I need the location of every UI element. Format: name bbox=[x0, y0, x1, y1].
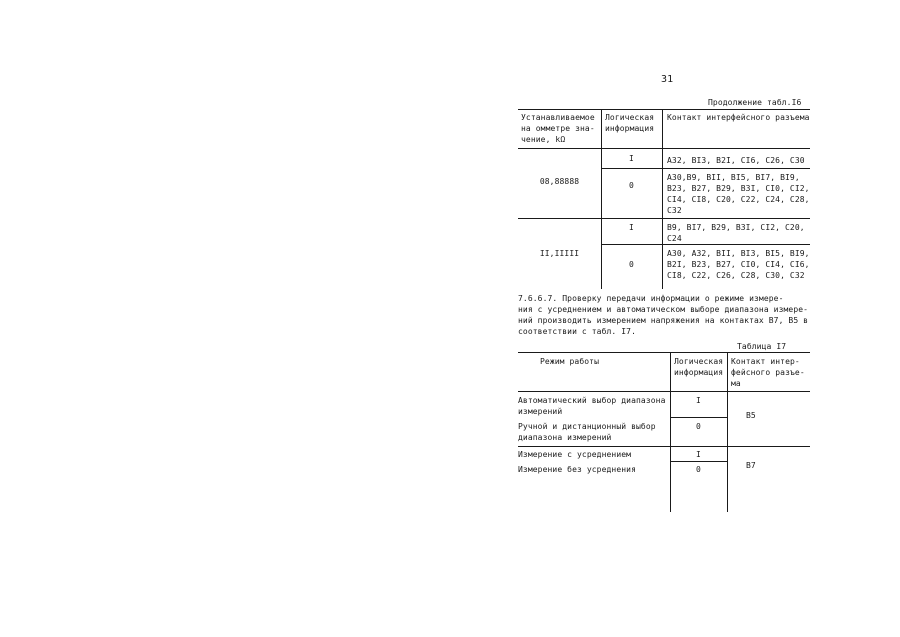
table17-mode-cell: Автоматический выбор диапазона измерений bbox=[518, 396, 666, 416]
table16-value-cell: II,IIIII bbox=[539, 249, 580, 258]
table17-group-rule bbox=[518, 446, 810, 447]
table17-contact-cell: В5 bbox=[746, 411, 756, 420]
table17-row-rule bbox=[670, 417, 728, 418]
table16-contacts-cell: А32, ВI3, В2I, СI6, С26, С30 bbox=[667, 156, 805, 165]
table17-logic-cell: I bbox=[696, 396, 701, 405]
table16-logic-cell: I bbox=[629, 154, 634, 163]
table16-row-rule bbox=[601, 168, 810, 169]
table16-col-rule bbox=[662, 109, 663, 289]
table16-continuation-label: Продолжение табл.I6 bbox=[708, 98, 802, 107]
table16-header-logic: Логическая информация bbox=[605, 113, 655, 133]
table16-value-cell: 08,88888 bbox=[539, 177, 580, 186]
table16-header-rule bbox=[518, 148, 810, 149]
table17-header-logic: Логическая информация bbox=[674, 357, 724, 377]
table17-header-rule bbox=[518, 391, 810, 392]
table17-mode-cell: Ручной и дистанционный выбор диапазона измерений bbox=[518, 422, 656, 442]
table16-contacts-cell: А30,В9, ВII, ВI5, ВI7, ВI9, В23, В27, В29, В3I, СI0, СI2, СI4, СI8, С20, С22, С24, С28, С32 bbox=[667, 173, 810, 215]
table17-mode-cell: Измерение без усреднения bbox=[518, 465, 636, 474]
table17-logic-cell: 0 bbox=[696, 422, 701, 431]
table16-row-rule bbox=[601, 244, 810, 245]
table16-header-value: Устанавливаемое на омметре зна- чение, kΩ bbox=[521, 113, 595, 144]
table17-logic-cell: 0 bbox=[696, 465, 701, 474]
table17-row-rule bbox=[670, 461, 728, 462]
table16-logic-cell: 0 bbox=[629, 260, 634, 269]
table16-logic-cell: I bbox=[629, 223, 634, 232]
table17-logic-cell: I bbox=[696, 450, 701, 459]
table17-col-rule bbox=[727, 352, 728, 512]
table17-contact-cell: В7 bbox=[746, 461, 756, 470]
table16-group-rule bbox=[518, 218, 810, 219]
table16-header-contact: Контакт интерфейсного разъема bbox=[667, 113, 810, 122]
table17-mode-cell: Измерение с усреднением bbox=[518, 450, 632, 459]
table17-header-contact: Контакт интер- фейсного разъе- ма bbox=[731, 357, 805, 388]
table16-top-rule bbox=[518, 109, 810, 110]
table17-col-rule bbox=[670, 352, 671, 512]
table16-contacts-cell: А30, А32, ВII, ВI3, ВI5, ВI9, В2I, В23, В27, СI0, СI4, СI6, СI8, С22, С26, С28, С30, С32 bbox=[667, 249, 810, 280]
table17-top-rule bbox=[518, 352, 810, 353]
paragraph-7-6-6-7: 7.6.6.7. Проверку передачи информации о режиме измере- ния с усреднением и автоматическом выборе диапазона измере- ний производить измерением напряжения на контактах В7, В5 в соответствии с табл. I7. bbox=[518, 294, 809, 336]
table16-contacts-cell: В9, ВI7, В29, В3I, СI2, С20, С24 bbox=[667, 223, 805, 243]
table16-logic-cell: 0 bbox=[629, 181, 634, 190]
page-number: 31 bbox=[661, 74, 674, 85]
table17-label: Таблица I7 bbox=[737, 342, 787, 351]
table17-header-mode: Режим работы bbox=[540, 357, 599, 366]
